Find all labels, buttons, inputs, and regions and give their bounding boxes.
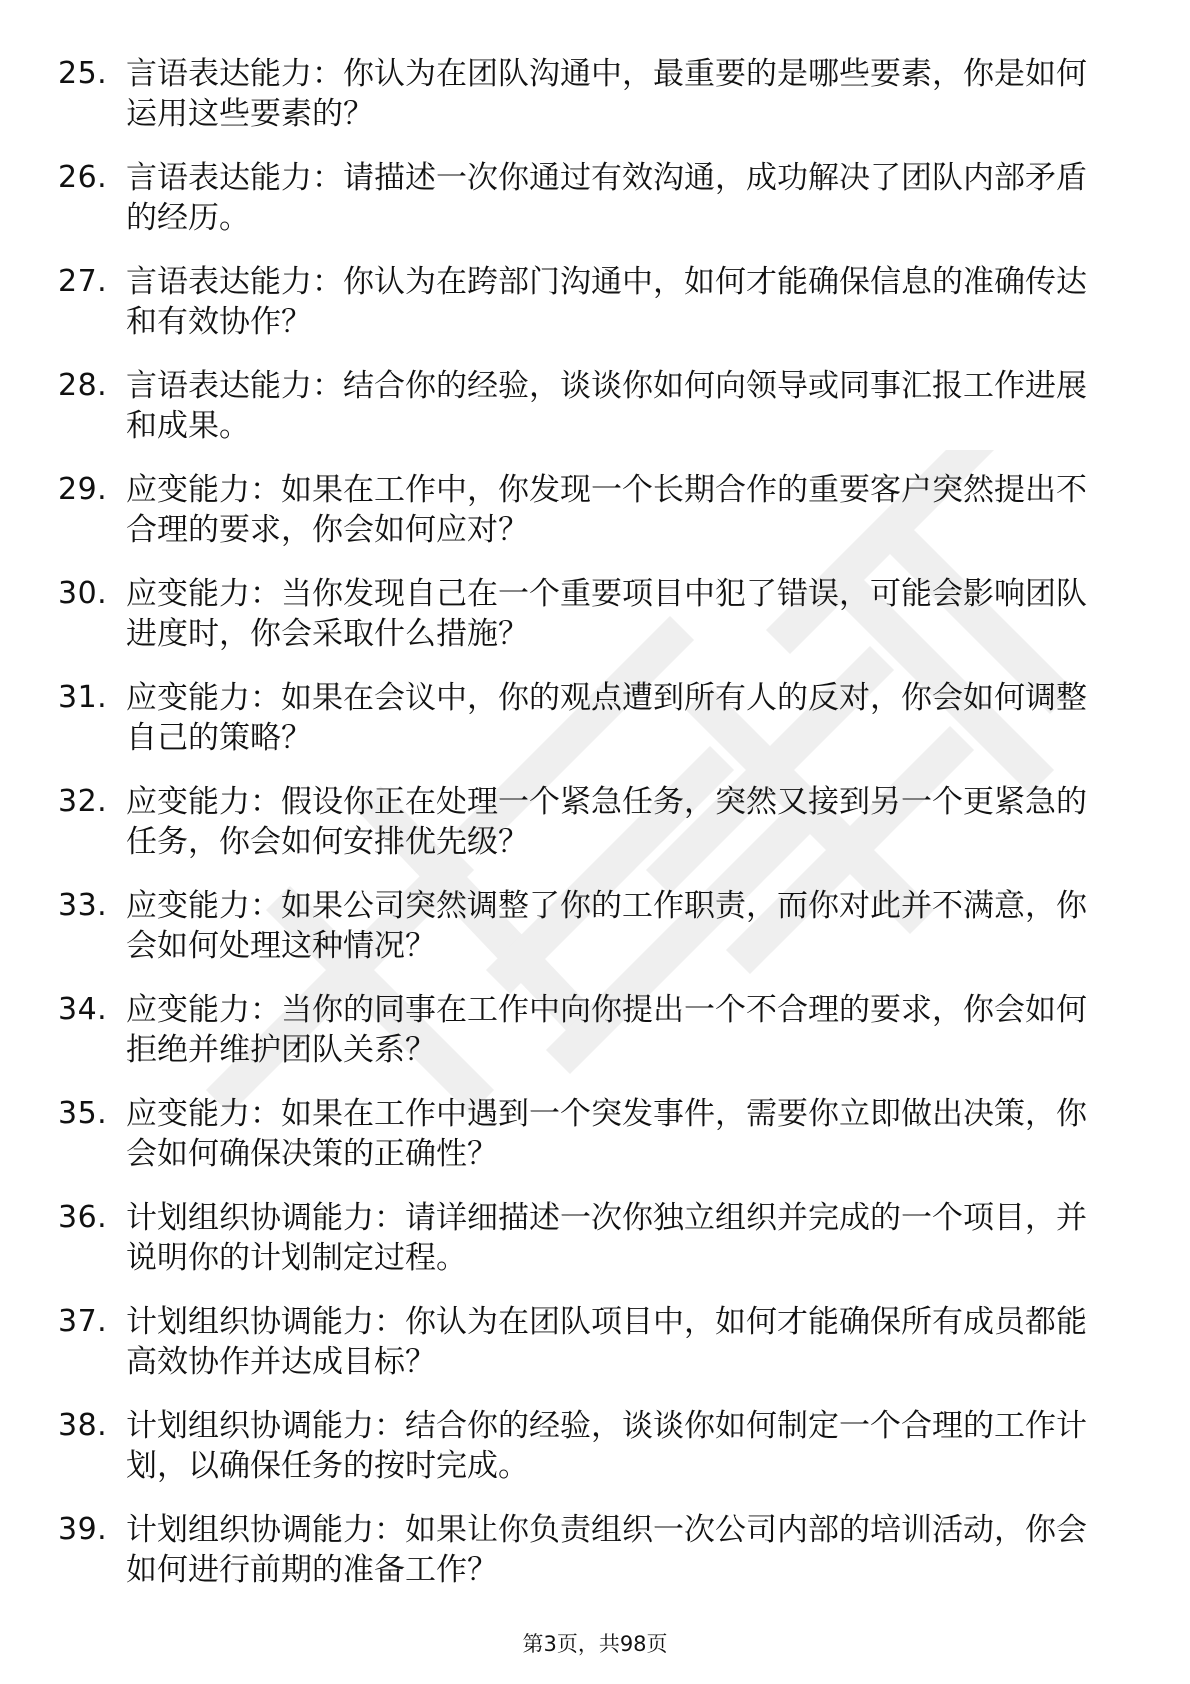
question-text: 应变能力：如果公司突然调整了你的工作职责，而你对此并不满意，你会如何处理这种情况？ xyxy=(126,888,1087,964)
question-item xyxy=(0,254,1190,358)
question-text: 计划组织协调能力：结合你的经验，谈谈你如何制定一个合理的工作计划，以确保任务的按时完成。 xyxy=(126,1408,1087,1484)
question-list xyxy=(0,46,1190,1606)
question-text: 应变能力：如果在工作中遇到一个突发事件，需要你立即做出决策，你会如何确保决策的正确性？ xyxy=(126,1096,1087,1172)
question-text: 言语表达能力：结合你的经验，谈谈你如何向领导或同事汇报工作进展和成果。 xyxy=(126,368,1087,444)
question-item xyxy=(0,878,1190,982)
page-number-label: 第3页，共98页 xyxy=(522,1632,668,1656)
question-number: 30. xyxy=(58,576,108,611)
question-item xyxy=(0,150,1190,254)
question-number: 26. xyxy=(58,160,108,195)
question-item xyxy=(0,774,1190,878)
question-text: 计划组织协调能力：如果让你负责组织一次公司内部的培训活动，你会如何进行前期的准备工作？ xyxy=(126,1512,1087,1588)
question-number: 28. xyxy=(58,368,108,403)
question-number: 32. xyxy=(58,784,108,819)
question-number: 33. xyxy=(58,888,108,923)
page-footer xyxy=(0,1630,1190,1658)
question-item xyxy=(0,1294,1190,1398)
question-number: 35. xyxy=(58,1096,108,1131)
question-text: 应变能力：如果在会议中，你的观点遭到所有人的反对，你会如何调整自己的策略？ xyxy=(126,680,1087,756)
question-item xyxy=(0,670,1190,774)
question-item xyxy=(0,1190,1190,1294)
question-number: 39. xyxy=(58,1512,108,1547)
question-text: 应变能力：当你的同事在工作中向你提出一个不合理的要求，你会如何拒绝并维护团队关系？ xyxy=(126,992,1087,1068)
question-number: 37. xyxy=(58,1304,108,1339)
question-text: 应变能力：当你发现自己在一个重要项目中犯了错误，可能会影响团队进度时，你会采取什么措施？ xyxy=(126,576,1087,652)
question-number: 29. xyxy=(58,472,108,507)
question-item xyxy=(0,1398,1190,1502)
question-number: 36. xyxy=(58,1200,108,1235)
question-item xyxy=(0,982,1190,1086)
question-item xyxy=(0,358,1190,462)
question-item xyxy=(0,1086,1190,1190)
question-item xyxy=(0,566,1190,670)
question-number: 27. xyxy=(58,264,108,299)
question-number: 34. xyxy=(58,992,108,1027)
question-text: 言语表达能力：你认为在团队沟通中，最重要的是哪些要素，你是如何运用这些要素的？ xyxy=(126,56,1087,132)
question-number: 31. xyxy=(58,680,108,715)
question-item xyxy=(0,462,1190,566)
question-item xyxy=(0,46,1190,150)
question-text: 应变能力：如果在工作中，你发现一个长期合作的重要客户突然提出不合理的要求，你会如何应对？ xyxy=(126,472,1087,548)
question-number: 25. xyxy=(58,56,108,91)
question-text: 计划组织协调能力：你认为在团队项目中，如何才能确保所有成员都能高效协作并达成目标？ xyxy=(126,1304,1087,1380)
question-text: 计划组织协调能力：请详细描述一次你独立组织并完成的一个项目，并说明你的计划制定过程。 xyxy=(126,1200,1087,1276)
question-text: 应变能力：假设你正在处理一个紧急任务，突然又接到另一个更紧急的任务，你会如何安排优先级？ xyxy=(126,784,1087,860)
question-text: 言语表达能力：请描述一次你通过有效沟通，成功解决了团队内部矛盾的经历。 xyxy=(126,160,1087,236)
question-item xyxy=(0,1502,1190,1606)
question-number: 38. xyxy=(58,1408,108,1443)
question-text: 言语表达能力：你认为在跨部门沟通中，如何才能确保信息的准确传达和有效协作？ xyxy=(126,264,1087,340)
